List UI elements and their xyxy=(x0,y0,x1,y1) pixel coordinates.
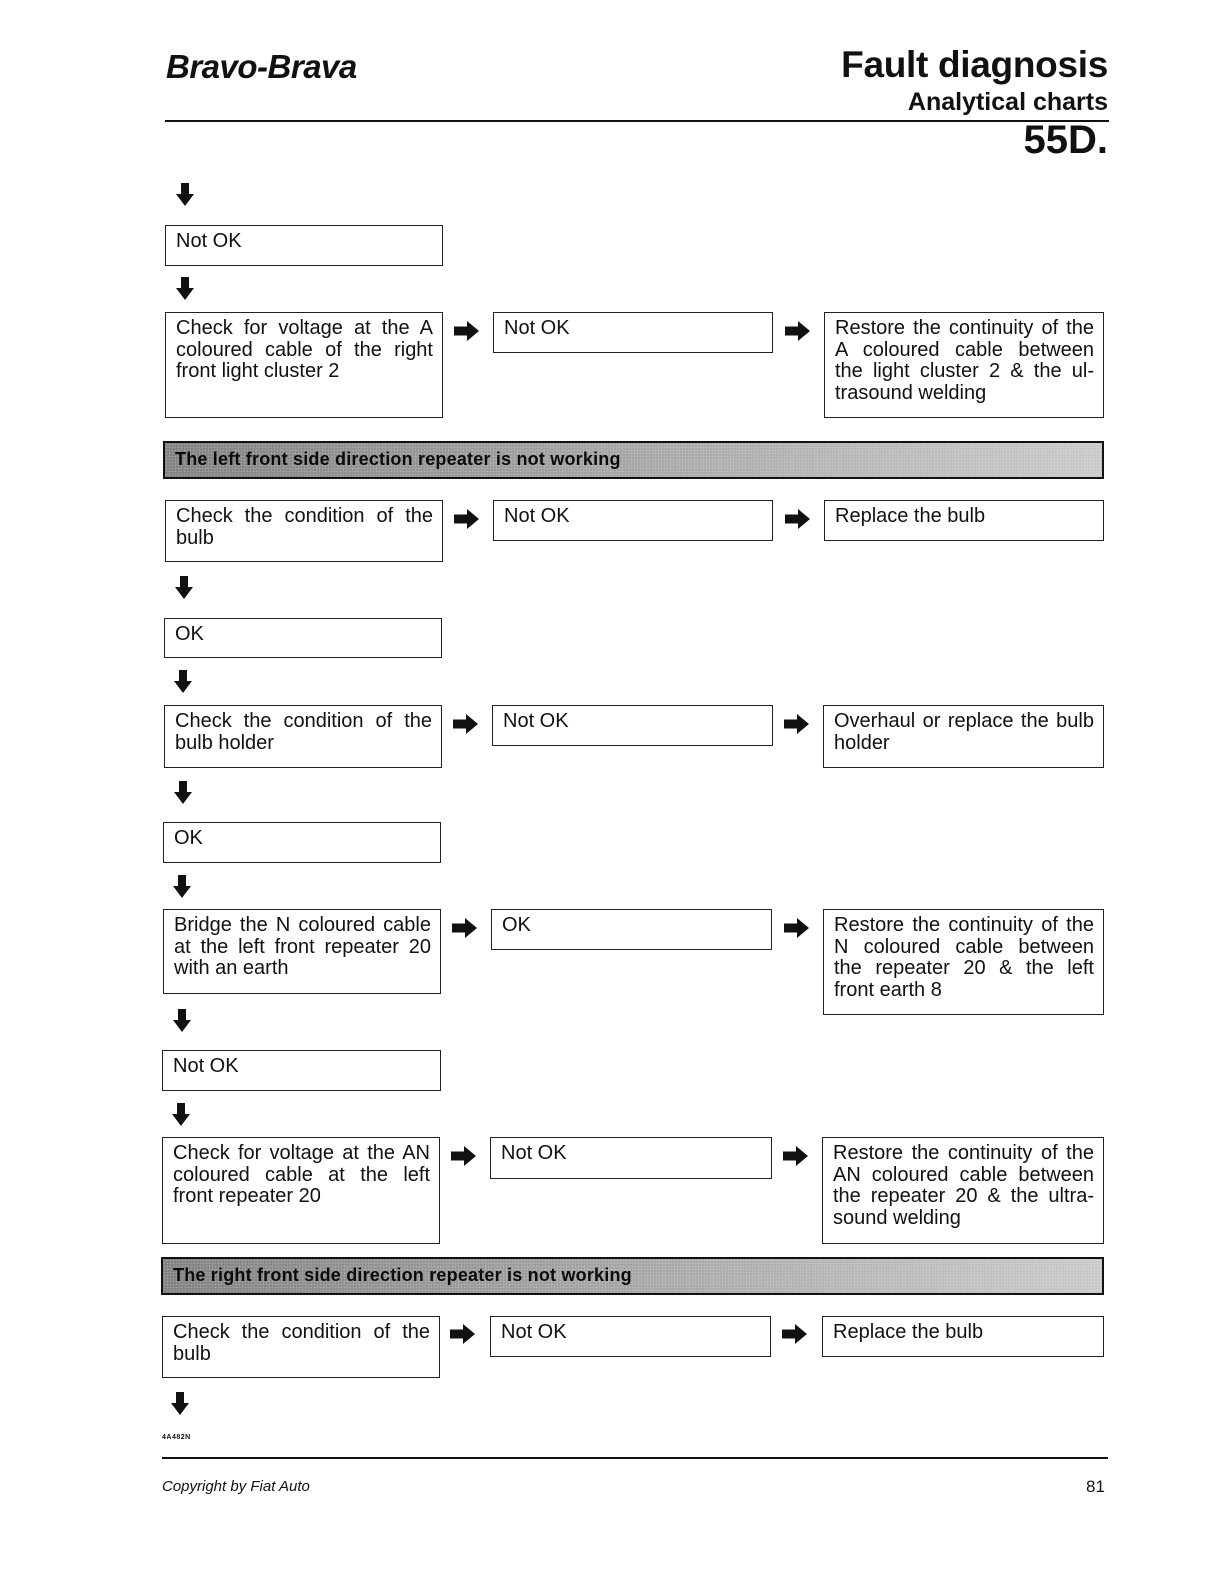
down-arrow-icon xyxy=(175,277,195,301)
down-arrow-icon xyxy=(173,781,193,805)
down-arrow-icon xyxy=(175,183,195,207)
check-step-box: Check the condition of the bulb xyxy=(165,500,443,562)
down-arrow-icon xyxy=(172,875,192,899)
action-box: Replace the bulb xyxy=(822,1316,1104,1357)
down-arrow-icon xyxy=(172,1009,192,1033)
result-box-ok: OK xyxy=(163,822,441,863)
result-box-ok: OK xyxy=(164,618,442,658)
right-arrow-icon xyxy=(783,1145,809,1167)
right-arrow-icon xyxy=(451,1145,477,1167)
result-box-not-ok: Not OK xyxy=(492,705,773,746)
check-step-box: Check the condition of the bulb xyxy=(162,1316,440,1378)
right-arrow-icon xyxy=(450,1323,476,1345)
right-arrow-icon xyxy=(784,917,810,939)
section-banner: The left front side direction repeater is not working xyxy=(163,441,1104,479)
check-step-box: Check the condition of the bulb holder xyxy=(164,705,442,768)
right-arrow-icon xyxy=(454,508,480,530)
check-step-box: Check for voltage at the AN coloured cable at the left front repeater 20 xyxy=(162,1137,440,1244)
action-box: Overhaul or replace the bulb holder xyxy=(823,705,1104,768)
figure-code: 4A482N xyxy=(162,1434,191,1441)
down-arrow-icon xyxy=(170,1392,190,1416)
section-banner: The right front side direction repeater is not working xyxy=(161,1257,1104,1295)
right-arrow-icon xyxy=(785,508,811,530)
copyright-text: Copyright by Fiat Auto xyxy=(162,1478,310,1495)
action-box: Restore the continuity of the AN coloured cable between the repeater 20 & the ultra- sound welding xyxy=(822,1137,1104,1244)
right-arrow-icon xyxy=(452,917,478,939)
right-arrow-icon xyxy=(782,1323,808,1345)
down-arrow-icon xyxy=(174,576,194,600)
result-box-ok: OK xyxy=(491,909,772,950)
action-box: Restore the continuity of the A coloured cable between the light cluster 2 & the ul- trasound welding xyxy=(824,312,1104,418)
right-arrow-icon xyxy=(785,320,811,342)
result-box-not-ok: Not OK xyxy=(493,312,773,353)
page-number: 81 xyxy=(1086,1477,1105,1496)
result-box-not-ok: Not OK xyxy=(490,1137,772,1179)
model-name: Bravo-Brava xyxy=(166,48,357,85)
section-code: 55D. xyxy=(1023,118,1108,162)
check-step-box: Bridge the N coloured cable at the left front repeater 20 with an earth xyxy=(163,909,441,994)
result-box-not-ok: Not OK xyxy=(490,1316,771,1357)
right-arrow-icon xyxy=(784,713,810,735)
header-divider xyxy=(165,120,1109,122)
result-box-not-ok: Not OK xyxy=(493,500,773,541)
page-subtitle: Analytical charts xyxy=(907,88,1108,116)
result-box-not-ok: Not OK xyxy=(162,1050,441,1091)
result-box-not-ok: Not OK xyxy=(165,225,443,266)
action-box: Replace the bulb xyxy=(824,500,1104,541)
right-arrow-icon xyxy=(454,320,480,342)
action-box: Restore the continuity of the N coloured cable between the repeater 20 & the left front earth 8 xyxy=(823,909,1104,1015)
footer-divider xyxy=(162,1457,1108,1459)
down-arrow-icon xyxy=(173,670,193,694)
check-step-box: Check for voltage at the A coloured cable of the right front light cluster 2 xyxy=(165,312,443,418)
page-title: Fault diagnosis xyxy=(841,44,1108,85)
right-arrow-icon xyxy=(453,713,479,735)
down-arrow-icon xyxy=(171,1103,191,1127)
